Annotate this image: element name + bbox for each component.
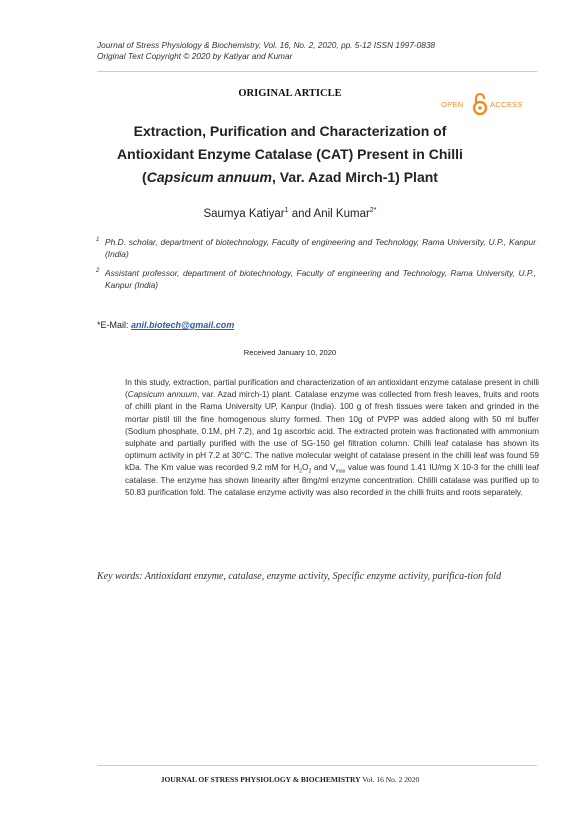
- footer-issue: Vol. 16 No. 2 2020: [360, 775, 420, 784]
- header-divider: [97, 71, 537, 72]
- author-1-affil-mark: 1: [284, 206, 289, 215]
- article-title: [60, 120, 520, 189]
- title-line-3: (Capsicum annuum, Var. Azad Mirch-1) Plant: [142, 169, 438, 185]
- page-footer: [0, 775, 580, 784]
- footer-divider: [97, 765, 537, 766]
- author-name-1: Saumya Katiyar: [203, 208, 285, 220]
- title-line-1: Extraction, Purification and Characterization of: [133, 123, 447, 139]
- copyright-line: Original Text Copyright © 2020 by Katiyar and Kumar: [97, 51, 293, 61]
- affiliation-1: 1 Ph.D. scholar, department of biotechnology, Faculty of engineering and Technology, Rama University, U.P., Kanpur (India): [96, 237, 536, 259]
- email-link[interactable]: anil.biotech@gmail.com: [131, 320, 235, 330]
- affiliation-2: 2 Assistant professor, department of biotechnology, Faculty of engineering and Technology, Rama University, U.P., Kanpur (India): [96, 268, 536, 290]
- journal-citation: Journal of Stress Physiology & Biochemistry, Vol. 16, No. 2, 2020, pp. 5-12 ISSN 1997-0838: [97, 40, 436, 50]
- email-label: *E-Mail:: [97, 320, 132, 330]
- received-date: Received January 10, 2020: [243, 348, 337, 357]
- species-name: Capsicum annuum: [146, 169, 272, 185]
- keywords-text: Antioxidant enzyme, catalase, enzyme activity, Specific enzyme activity, purifica-tion fold: [144, 571, 502, 582]
- open-access-lock-icon: [472, 92, 488, 116]
- author-2-affil-mark: 2*: [369, 206, 377, 215]
- author-name-2: Anil Kumar: [313, 208, 370, 220]
- open-access-left-text: OPEN: [441, 100, 464, 109]
- author-list: Saumya Katiyar$^1$ and Anil Kumar$^{2*}$: [203, 206, 377, 220]
- title-line-2: Antioxidant Enzyme Catalase (CAT) Present in Chilli: [117, 146, 463, 162]
- keywords: [97, 570, 539, 583]
- abstract: In this study, extraction, partial purification and characterization of an antioxidant enzyme catalase present in chilli (Capsicum annuum, var. Azad mirch-1) plant. Catalase enzyme was collected from fresh leaves, fruits and roots of chilli plant in the Rama University UP, Kanpur (India). 100 g of fresh tissues were taken and grinded in the mortar pistil till the fine homogenous slurry formed. Then 10g of PVPP was added along with 50 ml buffer (Sodium phosphate, 0.1M, pH 7.2), and 1g ascorbic acid. The extracted protein was fractionated with ammonium sulphate and partially purified with the use of SG-150 gel filtration column. Chilli leaf catalase has shown its optimum activity in pH 7.2 at 30°C. The native molecular weight of catalase present in the chilli leaf was found 59 kDa. The Km value was recorded 9.2 mM for $H_2O_2$ and $V_{max}$ value was found 1.41 IU/mg X 10-3 for the chilli leaf catalase. The enzyme has shown linearity after 8mg/ml enzyme concentration. Chlilli catalase was purified up to 50.83 purification fold. The catalase enzyme activity was also recorded in the chilli fruits and roots separately.: [125, 378, 539, 497]
- article-type: ORIGINAL ARTICLE: [238, 88, 342, 99]
- open-access-right-text: ACCESS: [490, 100, 523, 109]
- keywords-label: Key words:: [97, 571, 145, 582]
- footer-journal: JOURNAL OF STRESS PHYSIOLOGY & BIOCHEMISTRY: [160, 775, 361, 784]
- corresponding-email: [97, 320, 234, 330]
